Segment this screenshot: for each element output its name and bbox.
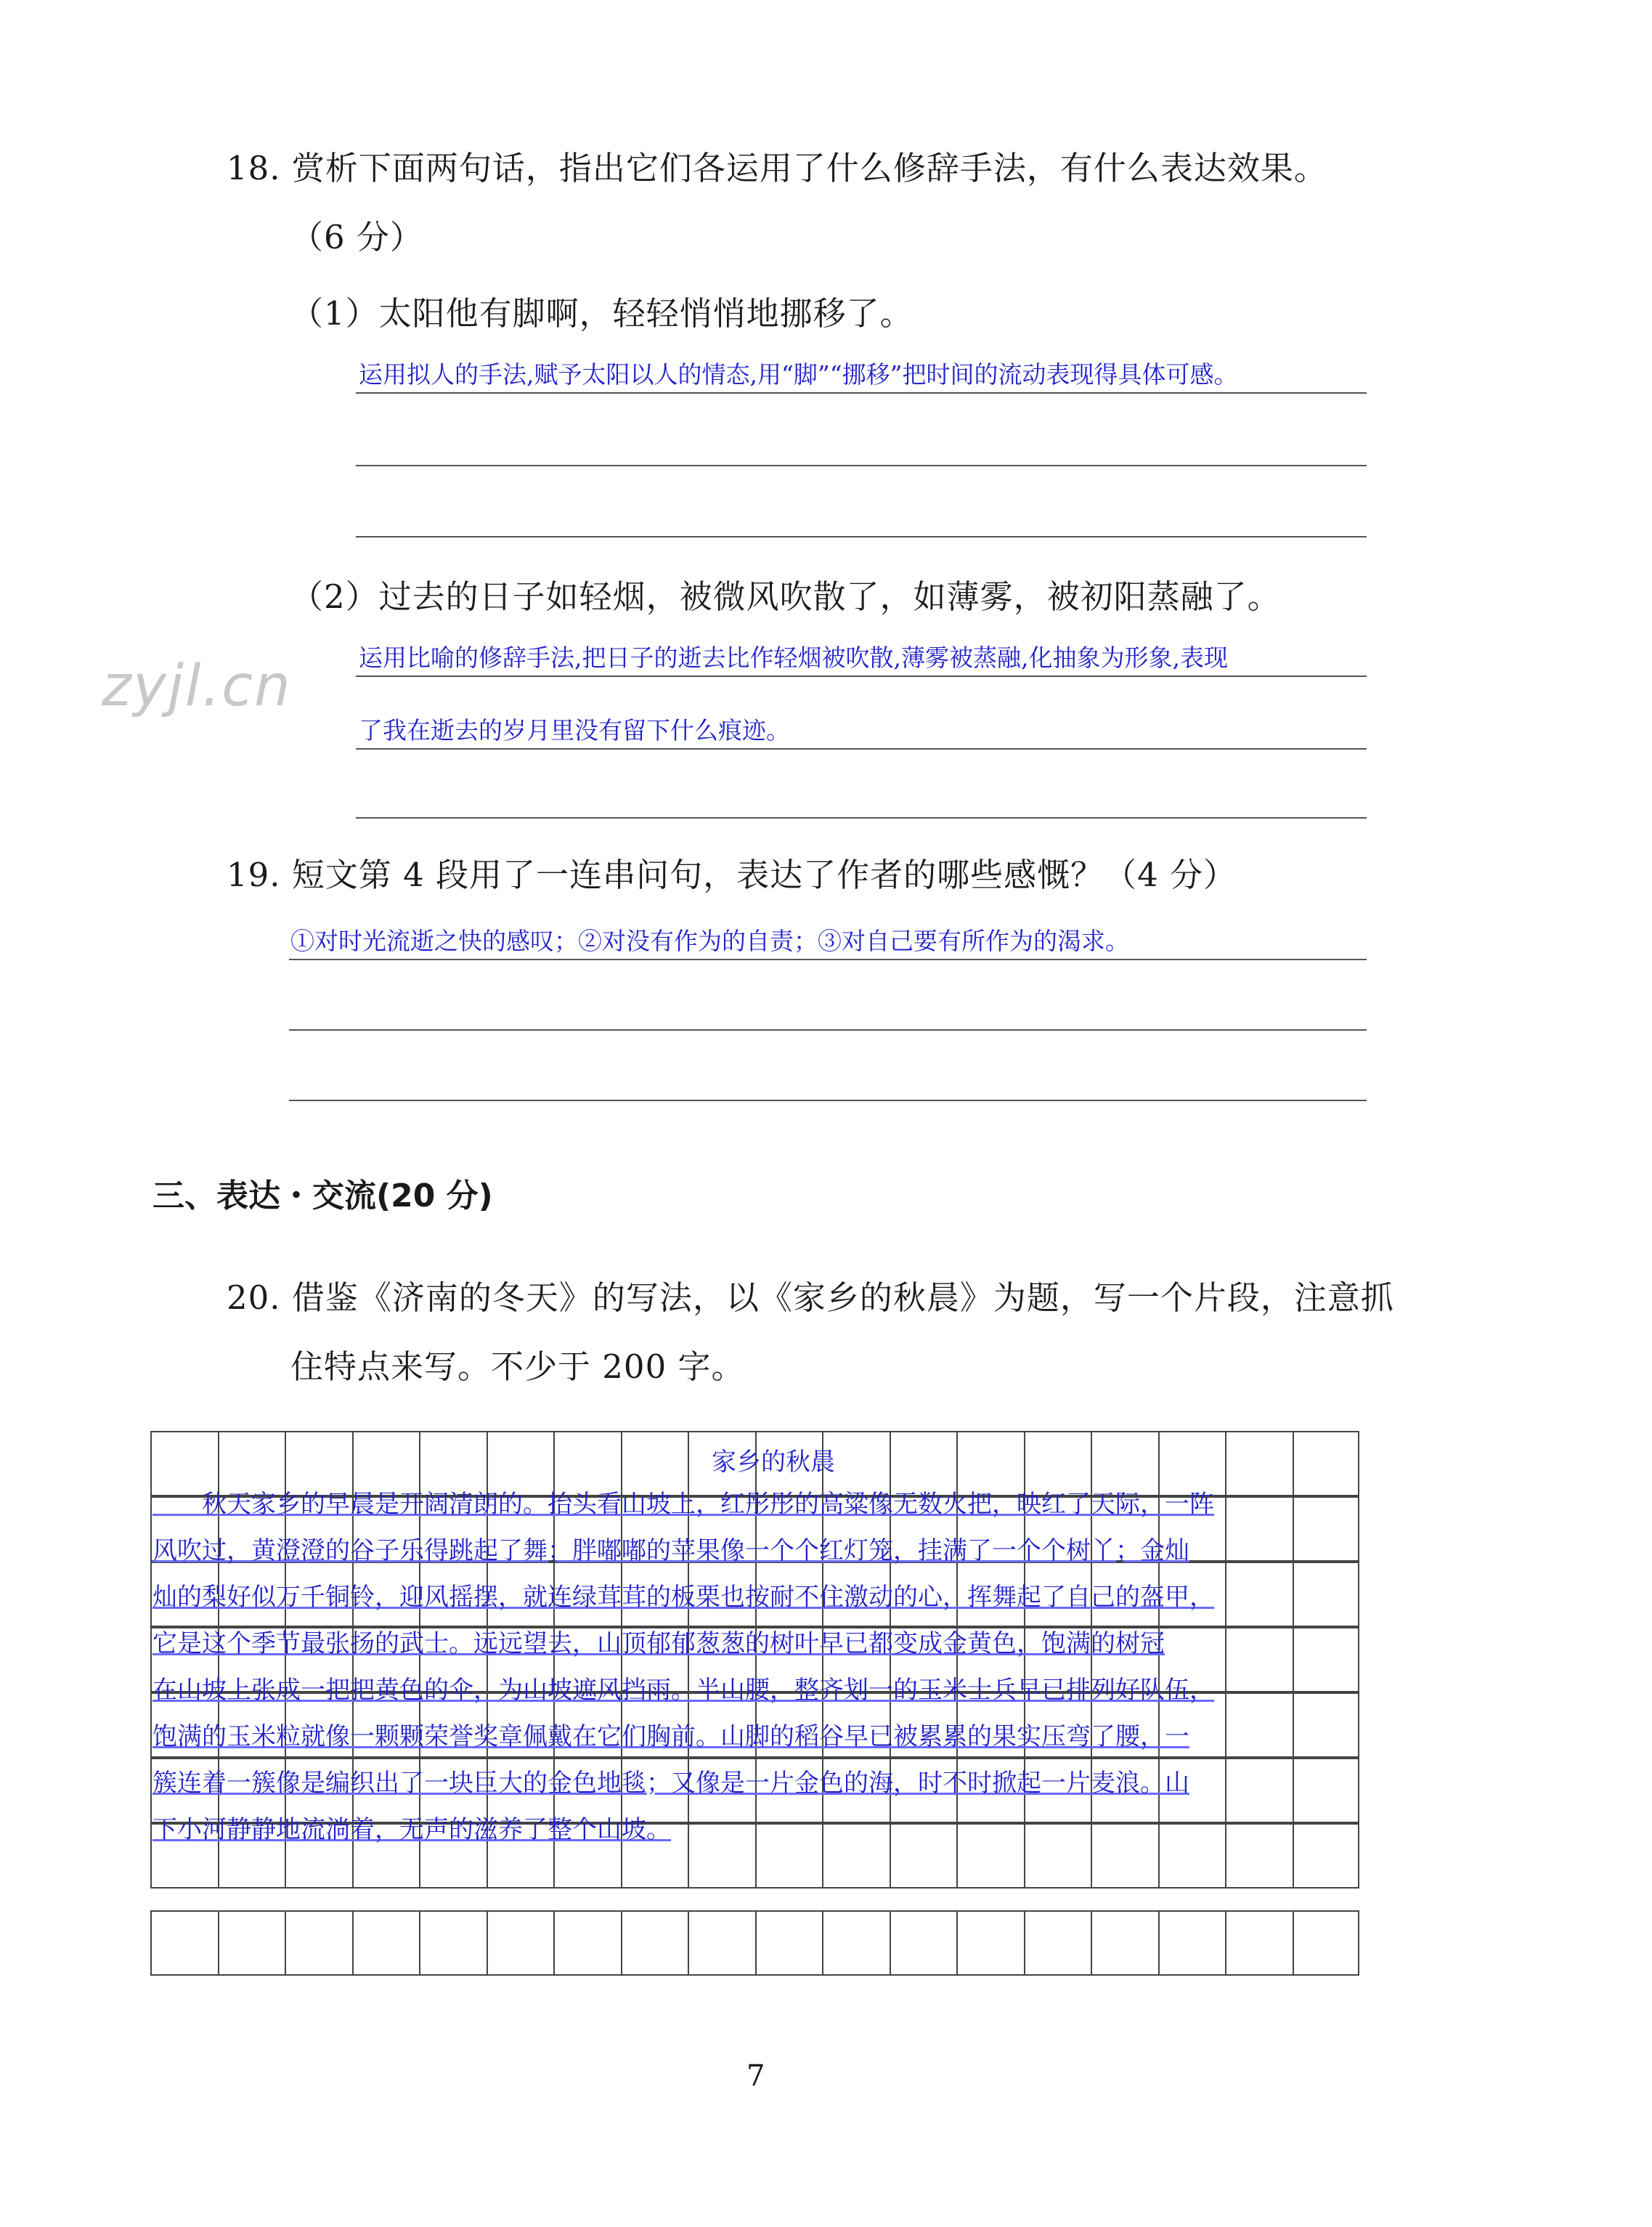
q19-answer: ①对时光流逝之快的感叹；②对没有作为的自责；③对自己要有所作为的渴求。 (290, 927, 1129, 955)
grid-cell (555, 1912, 622, 1974)
grid-cell (1226, 1912, 1294, 1974)
grid-cell (286, 1912, 354, 1974)
q20-stem-line2: 住特点来写。不少于 200 字。 (290, 1347, 745, 1386)
watermark: zyjl.cn (102, 654, 292, 719)
essay-line: 下小河静静地流淌着，无声的滋养了整个山坡。 (152, 1815, 671, 1844)
grid-cell (1025, 1912, 1093, 1974)
q19-stem: 19. 短文第 4 段用了一连串问句，表达了作者的哪些感慨？（4 分） (227, 856, 1237, 894)
grid-cell (354, 1912, 421, 1974)
answer-line (356, 392, 1367, 394)
grid-cell (823, 1912, 891, 1974)
grid-cell (757, 1912, 824, 1974)
grid-cell (219, 1912, 287, 1974)
answer-line (289, 1100, 1367, 1101)
q18-answer-1: 运用拟人的手法,赋予太阳以人的情态,用“脚”“挪移”把时间的流动表现得具体可感。 (359, 360, 1238, 389)
essay-line: 灿的梨好似万千铜铃，迎风摇摆，就连绿茸茸的板栗也按耐不住激动的心，挥舞起了自己的盔甲， (152, 1583, 1214, 1612)
grid-cell (958, 1912, 1025, 1974)
answer-line (356, 676, 1367, 677)
essay-line: 簇连着一簇像是编织出了一块巨大的金色地毯；又像是一片金色的海，时不时掀起一片麦浪。山 (152, 1769, 1189, 1798)
grid-cell (891, 1912, 959, 1974)
answer-line (356, 465, 1367, 466)
answer-line (356, 817, 1367, 819)
answer-line (356, 748, 1367, 750)
essay-line: 饱满的玉米粒就像一颗颗荣誉奖章佩戴在它们胸前。山脚的稻谷早已被累累的果实压弯了腰，一 (152, 1722, 1189, 1751)
grid-cell (152, 1912, 219, 1974)
answer-line (289, 1029, 1367, 1031)
essay-title: 家乡的秋晨 (712, 1448, 835, 1477)
q18-answer-2-line2: 了我在逝去的岁月里没有留下什么痕迹。 (359, 716, 790, 745)
page-number: 7 (746, 2059, 765, 2093)
grid-cell (1092, 1912, 1160, 1974)
grid-cell (488, 1912, 556, 1974)
q18-sentence-2: （2）过去的日子如轻烟，被微风吹散了，如薄雾，被初阳蒸融了。 (290, 577, 1281, 616)
essay-line: 它是这个季节最张扬的武士。远远望去，山顶郁郁葱葱的树叶早已都变成金黄色，饱满的树冠 (152, 1629, 1165, 1658)
grid-cell (1160, 1912, 1227, 1974)
essay-line: 在山坡上张成一把把黄色的伞，为山坡遮风挡雨。半山腰，整齐划一的玉米士兵早已排列好队伍， (152, 1676, 1214, 1705)
section-heading: 三、表达・交流(20 分) (152, 1177, 493, 1214)
q18-stem-line1: 18. 赏析下面两句话，指出它们各运用了什么修辞手法，有什么表达效果。 (227, 149, 1327, 187)
grid-cell (420, 1912, 488, 1974)
grid-cell (689, 1912, 757, 1974)
answer-line (356, 536, 1367, 538)
grid-row (150, 1910, 1359, 1976)
q18-score: （6 分） (290, 218, 423, 256)
q18-sentence-1: （1）太阳他有脚啊，轻轻悄悄地挪移了。 (290, 294, 914, 333)
essay-line: 秋天家乡的早晨是开阔清朗的。抬头看山坡上，红彤彤的高粱像无数火把，映红了天际，一阵 (152, 1490, 1214, 1519)
essay-line: 风吹过，黄澄澄的谷子乐得跳起了舞；胖嘟嘟的苹果像一个个红灯笼，挂满了一个个树丫；金灿 (152, 1536, 1189, 1565)
grid-cell (622, 1912, 690, 1974)
q18-answer-2-line1: 运用比喻的修辞手法,把日子的逝去比作轻烟被吹散,薄雾被蒸融,化抽象为形象,表现 (359, 644, 1228, 672)
q20-stem-line1: 20. 借鉴《济南的冬天》的写法，以《家乡的秋晨》为题，写一个片段，注意抓 (227, 1278, 1394, 1317)
answer-line (289, 959, 1367, 960)
